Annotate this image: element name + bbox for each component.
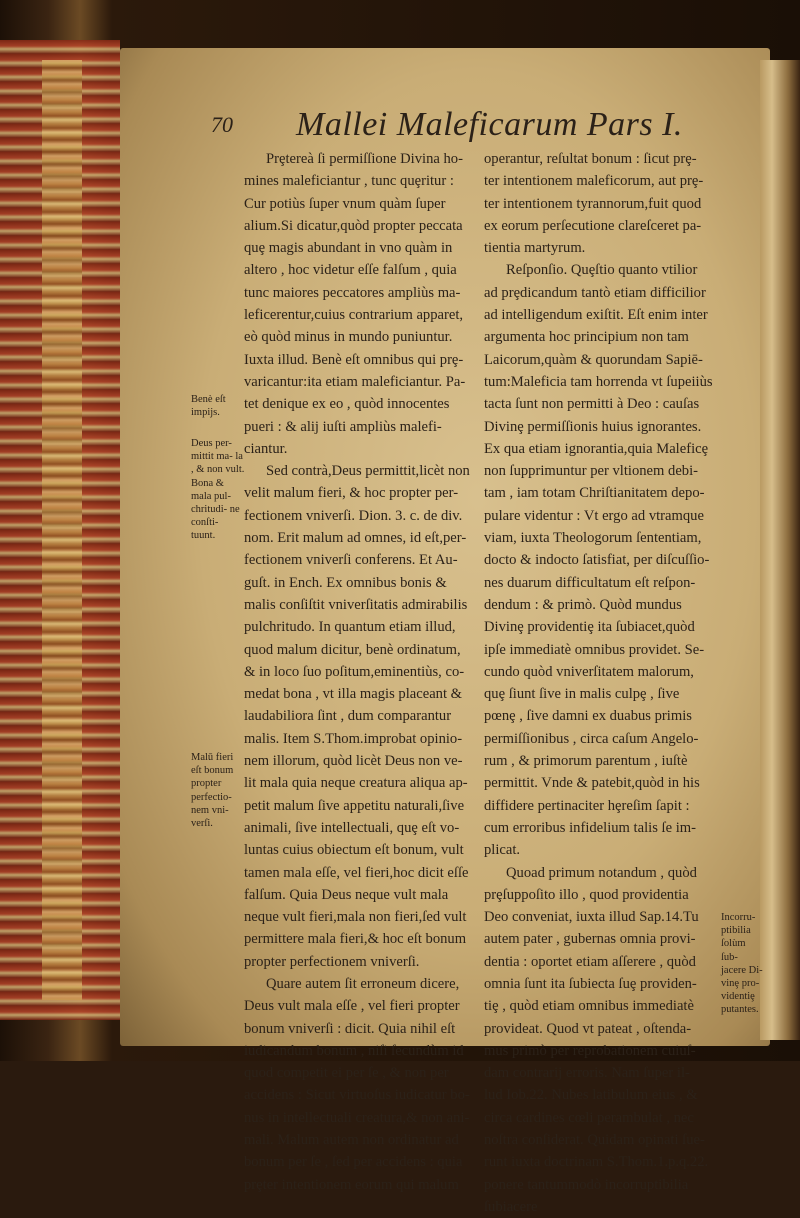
text-line: Quare autem ſit erroneum dicere, xyxy=(266,975,460,992)
text-line: tientia martyrum. xyxy=(484,240,586,257)
text-line: Deus vult mala eſſe , vel fieri propter xyxy=(244,998,460,1015)
margin-note-deus-permittit: Deus per- mittit ma- la , & non vult. Bona & mala pul- chritudi- ne conſti- tuunt. xyxy=(191,438,245,542)
text-line: mali. Malum autem non ordinatur ad xyxy=(244,1132,459,1149)
text-line: permittere mala fieri,& hoc eſt bonum xyxy=(244,931,467,948)
running-title: Mallei Maleficarum Pars I. xyxy=(296,106,683,143)
text-line: ex eorum perſecutione clareſceret pa- xyxy=(484,217,702,234)
text-line: argumenta hoc principium non tam xyxy=(484,329,689,346)
text-line: ponere tantummodò incorruptibilia xyxy=(484,1176,689,1193)
text-line: quȩ magis abundant in vno quàm in xyxy=(244,240,453,257)
text-line: altero , hoc videtur eſſe falſum , quia xyxy=(244,262,457,279)
text-line: Divinȩ permiſſionis huius ignorantes. xyxy=(484,418,702,435)
text-line: noſtra conſiderat. Quidam opinati ſue- xyxy=(484,1132,705,1149)
text-line: tet denique ex eo , quòd innocentes xyxy=(244,396,450,413)
text-line: operantur, reſultat bonum : ſicut prȩ- xyxy=(484,151,697,167)
text-line: ſubiacere xyxy=(484,1198,538,1215)
text-line: Quoad primum notandum , quòd xyxy=(506,864,697,881)
text-line: propter perfectionem vniverſi. xyxy=(244,953,420,970)
text-line: autem pater , gubernas omnia provi- xyxy=(484,931,696,948)
text-line: Reſponſio. Quȩſtio quanto vtilior xyxy=(506,262,698,279)
text-line: permiſſionibus , circa caſum Angelo- xyxy=(484,730,699,747)
text-line: tiȩ , quòd etiam omnibus immediatè xyxy=(484,998,694,1015)
text-line: animali, ſive intellectuali, quȩ eſt vo- xyxy=(244,819,460,836)
text-line: permittit. Vnde & patebit,quòd in his xyxy=(484,775,700,792)
text-line: ter intentionem maleficorum, aut prȩ- xyxy=(484,173,704,190)
text-line: varicantur:ita etiam maleficiantur. Pa- xyxy=(244,373,466,390)
text-line: Sed contrà,Deus permittit,licèt non xyxy=(266,463,470,480)
text-line: luntas cuius obiectum eſt bonum, vult xyxy=(244,842,464,859)
text-line: tacta ſunt non permitti à Deo : cauſas xyxy=(484,396,700,413)
text-line: fectionem vniverſi conferens. Et Au- xyxy=(244,552,458,569)
text-line: mus primò per reprobationem cuiuſ- xyxy=(484,1042,696,1059)
text-line: bonum vniverſi : dicit. Quia nihil eſt xyxy=(244,1020,456,1037)
text-line: eò quòd minus in mundo puniuntur. xyxy=(244,329,453,346)
text-line: Deo conveniat, iuxta illud Sap.14.Tu xyxy=(484,909,699,926)
text-line: cundo quòd vniverſitatem malorum, xyxy=(484,663,694,680)
text-line: rum , & primorum parentum , iuſtè xyxy=(484,753,688,770)
text-line: tunc maiores peccatores ampliùs ma- xyxy=(244,284,461,301)
text-line: ipſe immediatè omnibus providet. Se- xyxy=(484,641,705,658)
text-line: ter intentionem tyrannorum,fuit quod xyxy=(484,195,702,212)
text-line: tam , iam totam Chriſtianitatem depo- xyxy=(484,485,705,502)
text-line: nus in intellectuali creatura,& non ani- xyxy=(244,1109,470,1126)
text-line: Ex qua etiam ignorantia,quia Maleficȩ xyxy=(484,440,709,457)
text-line: prȩter intentionem eorum qui malum xyxy=(244,1176,459,1193)
text-line: medat bona , vt illa magis placeant & xyxy=(244,686,463,703)
text-line: non ſupprimuntur per vltionem debi- xyxy=(484,463,699,480)
text-line: quod malum dicitur, benè ordinatum, xyxy=(244,641,461,658)
text-line: bonum per ſe , ſed per accidens : quia xyxy=(244,1154,463,1171)
text-line: prȩſuppoſito illo , quod providentia xyxy=(484,886,689,903)
text-line: falſum. Quia Deus neque vult mala xyxy=(244,886,449,903)
text-line: runt iuxta doctrinam S.Thom.1.p.q.22. xyxy=(484,1154,709,1171)
text-line: mines maleficiantur , tunc quȩritur : xyxy=(244,173,454,190)
text-line: ad intelligendum exiſtit. Eſt enim inter xyxy=(484,307,708,324)
text-line: provideat. Quod vt pateat , oſtenda- xyxy=(484,1020,692,1037)
text-line: ad prȩdicandum tantò etiam difficilior xyxy=(484,284,706,301)
page-number: 70 xyxy=(211,112,233,137)
text-line: petit malum ſive appetitu naturali,ſive xyxy=(244,797,465,814)
text-line: pueri : & alij iuſti ampliùs malefi- xyxy=(244,418,442,435)
text-line: neque vult fieri,mala non fieri,ſed vult xyxy=(244,909,467,926)
text-line: tamen mala eſſe, vel fieri,hoc dicit eſſe xyxy=(244,864,469,881)
text-line: Prȩtereà ſi permiſſione Divina ho- xyxy=(266,151,463,167)
text-line: omnia ſunt ita ſubiecta ſuȩ providen- xyxy=(484,975,697,992)
text-line: pulchritudo. In quantum etiam illud, xyxy=(244,619,456,636)
text-line: nes duarum difficultatum eſt reſpon- xyxy=(484,574,696,591)
text-line: leficerentur,cuius contrarium apparet, xyxy=(244,307,464,324)
text-line: malis. Item S.Thom.improbat opinio- xyxy=(244,730,463,747)
left-text-column xyxy=(244,148,468,1196)
text-line: malis conſiſtit vniverſitatis admirabilis xyxy=(244,596,468,613)
text-line: Divinȩ providentiȩ ita ſubiacet,quòd xyxy=(484,619,695,636)
text-line: tum:Maleficia tam horrenda vt ſupeiiùs xyxy=(484,373,713,390)
right-text-column xyxy=(484,148,716,1218)
text-line: dendum : & primò. Quòd mundus xyxy=(484,596,682,613)
text-line: pulare videntur : Vt ergo ad vtramque xyxy=(484,507,704,524)
text-line: nom. Erit malum ad omnes, id eſt,per- xyxy=(244,530,467,547)
text-line: Iuxta illud. Benè eſt omnibus qui prȩ- xyxy=(244,351,464,368)
text-line: ciantur. xyxy=(244,440,288,457)
text-line: docto & indocto ſatisfiat, per diſcuſſio- xyxy=(484,552,710,569)
margin-note-malum-fieri: Malū fieri eſt bonum propter perfectio- nem vni- verſi. xyxy=(191,752,234,830)
text-line: nem illorum, quòd licèt Deus non ve- xyxy=(244,753,463,770)
text-line: lud Iob.22. Nubes latibulum eius , & xyxy=(484,1087,698,1104)
text-line: quod competit ei per ſe , & non per xyxy=(244,1065,449,1082)
margin-note-bene-est: Benè eſt impijs. xyxy=(191,394,226,419)
text-line: alium.Si dicatur,quòd propter peccata xyxy=(244,217,463,234)
text-line: diffidere pertinaciter hȩreſim ſapit : xyxy=(484,797,690,814)
text-line: Cur potiùs ſuper vnum quàm ſuper xyxy=(244,195,446,212)
text-line: pœnȩ , ſive damni ex duabus primis xyxy=(484,708,692,725)
text-line: laudabiliora ſint , dum comparantur xyxy=(244,708,452,725)
text-line: dam contrarij erroris. Nam ſuper il- xyxy=(484,1065,690,1082)
text-line: cum erroribus infidelium talis ſe im- xyxy=(484,819,696,836)
text-line: velit malum fieri, & hoc propter per- xyxy=(244,485,459,502)
text-line: & in loco ſuo poſitum,eminentiùs, co- xyxy=(244,663,465,680)
margin-note-incorruptibilia: Incorru- ptibilia ſolùm ſub- jacere Di- vinȩ pro- videntiȩ putantes. xyxy=(721,912,763,1016)
text-line: circa cardines cœli perambulat , nec xyxy=(484,1109,694,1126)
text-line: Laicorum,quàm & quorundam Sapiē- xyxy=(484,351,703,368)
text-line: quȩ ſiunt ſive in malis culpȩ , ſive xyxy=(484,686,680,703)
text-line: lit mala quia neque creatura aliqua ap- xyxy=(244,775,468,792)
text-line: viam, iuxta Theologorum ſententiam, xyxy=(484,530,702,547)
text-line: dentia : oportet etiam aſſerere , quòd xyxy=(484,953,696,970)
text-line: accidens : Sicut virtuoſus iudicatur bo- xyxy=(244,1087,470,1104)
text-line: guſt. in Ench. Ex omnibus bonis & xyxy=(244,574,447,591)
text-line: plicat. xyxy=(484,842,521,859)
text-line: fectionem vniverſi. Dion. 3. c. de div. xyxy=(244,507,463,524)
text-line: iudicandum bonum , niſi ſecundùm id xyxy=(244,1042,464,1059)
